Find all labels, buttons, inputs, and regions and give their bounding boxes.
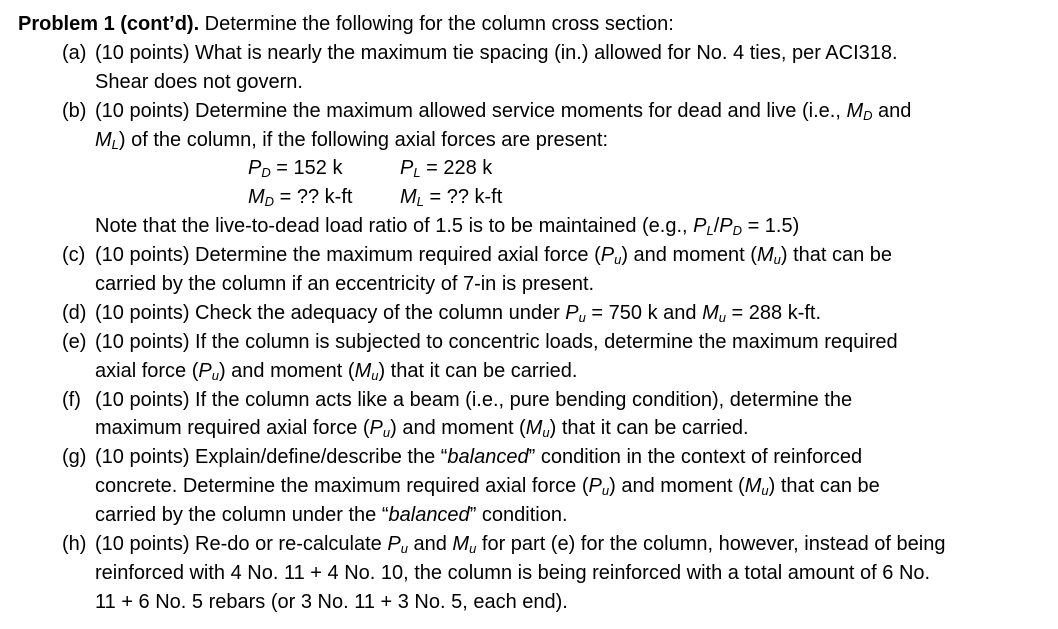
live-moment: $M_L$ = ?? k-ft <box>400 186 503 210</box>
item-e-text: (10 points) If the column is subjected to concentric loads, determine the maximum required <box>95 330 898 353</box>
problem-document <box>18 10 1048 617</box>
item-d <box>18 299 1048 328</box>
dead-moment: $M_D$ = ?? k-ft <box>248 186 353 210</box>
dead-axial-force: $P_D = 152$ k <box>248 157 343 181</box>
item-b <box>18 97 1048 126</box>
item-c-text-2: carried by the column if an eccentricity of 7-in is present. <box>95 273 595 296</box>
item-f-label: (f) <box>62 388 81 411</box>
item-g <box>18 443 1048 472</box>
item-c <box>18 241 1048 270</box>
item-b-label: (b) <box>62 99 87 122</box>
item-g-text-2: concrete. Determine the maximum required axial force $(P_u)$ and moment $(M_u)$ that can be <box>95 475 880 499</box>
moments-row <box>18 183 1048 212</box>
item-e-text-2: axial force $(P_u)$ and moment $(M_u)$ that it can be carried. <box>95 359 578 383</box>
item-a-text: (10 points) What is nearly the maximum tie spacing (in.) allowed for No. 4 ties, per ACI318. <box>95 41 898 64</box>
item-h-text-3: 11 + 6 No. 5 rebars (or 3 No. 11 + 3 No. 5, each end). <box>95 590 568 613</box>
item-e-label: (e) <box>62 330 87 353</box>
item-e <box>18 328 1048 357</box>
item-a <box>18 39 1048 68</box>
item-b-text: (10 points) Determine the maximum allowed service moments for dead and live (i.e., $M_D$ and <box>95 99 912 123</box>
problem-title-bold: Problem 1 (cont’d). <box>18 13 200 35</box>
item-d-text: (10 points) Check the adequacy of the column under $P_u = 750$ k and $M_u = 288$ k-ft. <box>95 301 822 325</box>
live-axial-force: $P_L = 228$ k <box>400 157 493 181</box>
problem-title-rest: Determine the following for the column cross section: <box>199 13 674 35</box>
item-h-text-2: reinforced with 4 No. 11 + 4 No. 10, the column is being reinforced with a total amount of 6 No. <box>95 561 931 584</box>
item-g-text-3: carried by the column under the “balanced” condition. <box>95 504 568 527</box>
item-f-text-2: maximum required axial force $(P_u)$ and moment $(M_u)$ that it can be carried. <box>95 417 749 441</box>
item-g-text: (10 points) Explain/define/describe the “balanced” condition in the context of reinforced <box>95 446 863 469</box>
item-h-text: (10 points) Re-do or re-calculate $P_u$ and $M_u$ for part (e) for the column, however, instead of being <box>95 533 946 557</box>
item-h <box>18 530 1048 559</box>
item-b-text-2: $M_L$) of the column, if the following axial forces are present: <box>95 128 609 152</box>
axial-forces-row <box>18 154 1048 183</box>
item-a-text-2: Shear does not govern. <box>95 70 303 93</box>
item-f-text: (10 points) If the column acts like a beam (i.e., pure bending condition), determine the <box>95 388 853 411</box>
item-g-label: (g) <box>62 446 87 469</box>
problem-title <box>18 10 1048 39</box>
item-a-label: (a) <box>62 41 87 64</box>
item-c-label: (c) <box>62 244 86 267</box>
item-d-label: (d) <box>62 301 87 324</box>
item-h-label: (h) <box>62 533 87 556</box>
item-f <box>18 386 1048 415</box>
item-c-text: (10 points) Determine the maximum required axial force $(P_u)$ and moment $(M_u)$ that can be <box>95 244 893 268</box>
load-ratio-note: Note that the live-to-dead load ratio of 1.5 is to be maintained (e.g., $P_L/P_D = 1.5$) <box>95 215 800 239</box>
